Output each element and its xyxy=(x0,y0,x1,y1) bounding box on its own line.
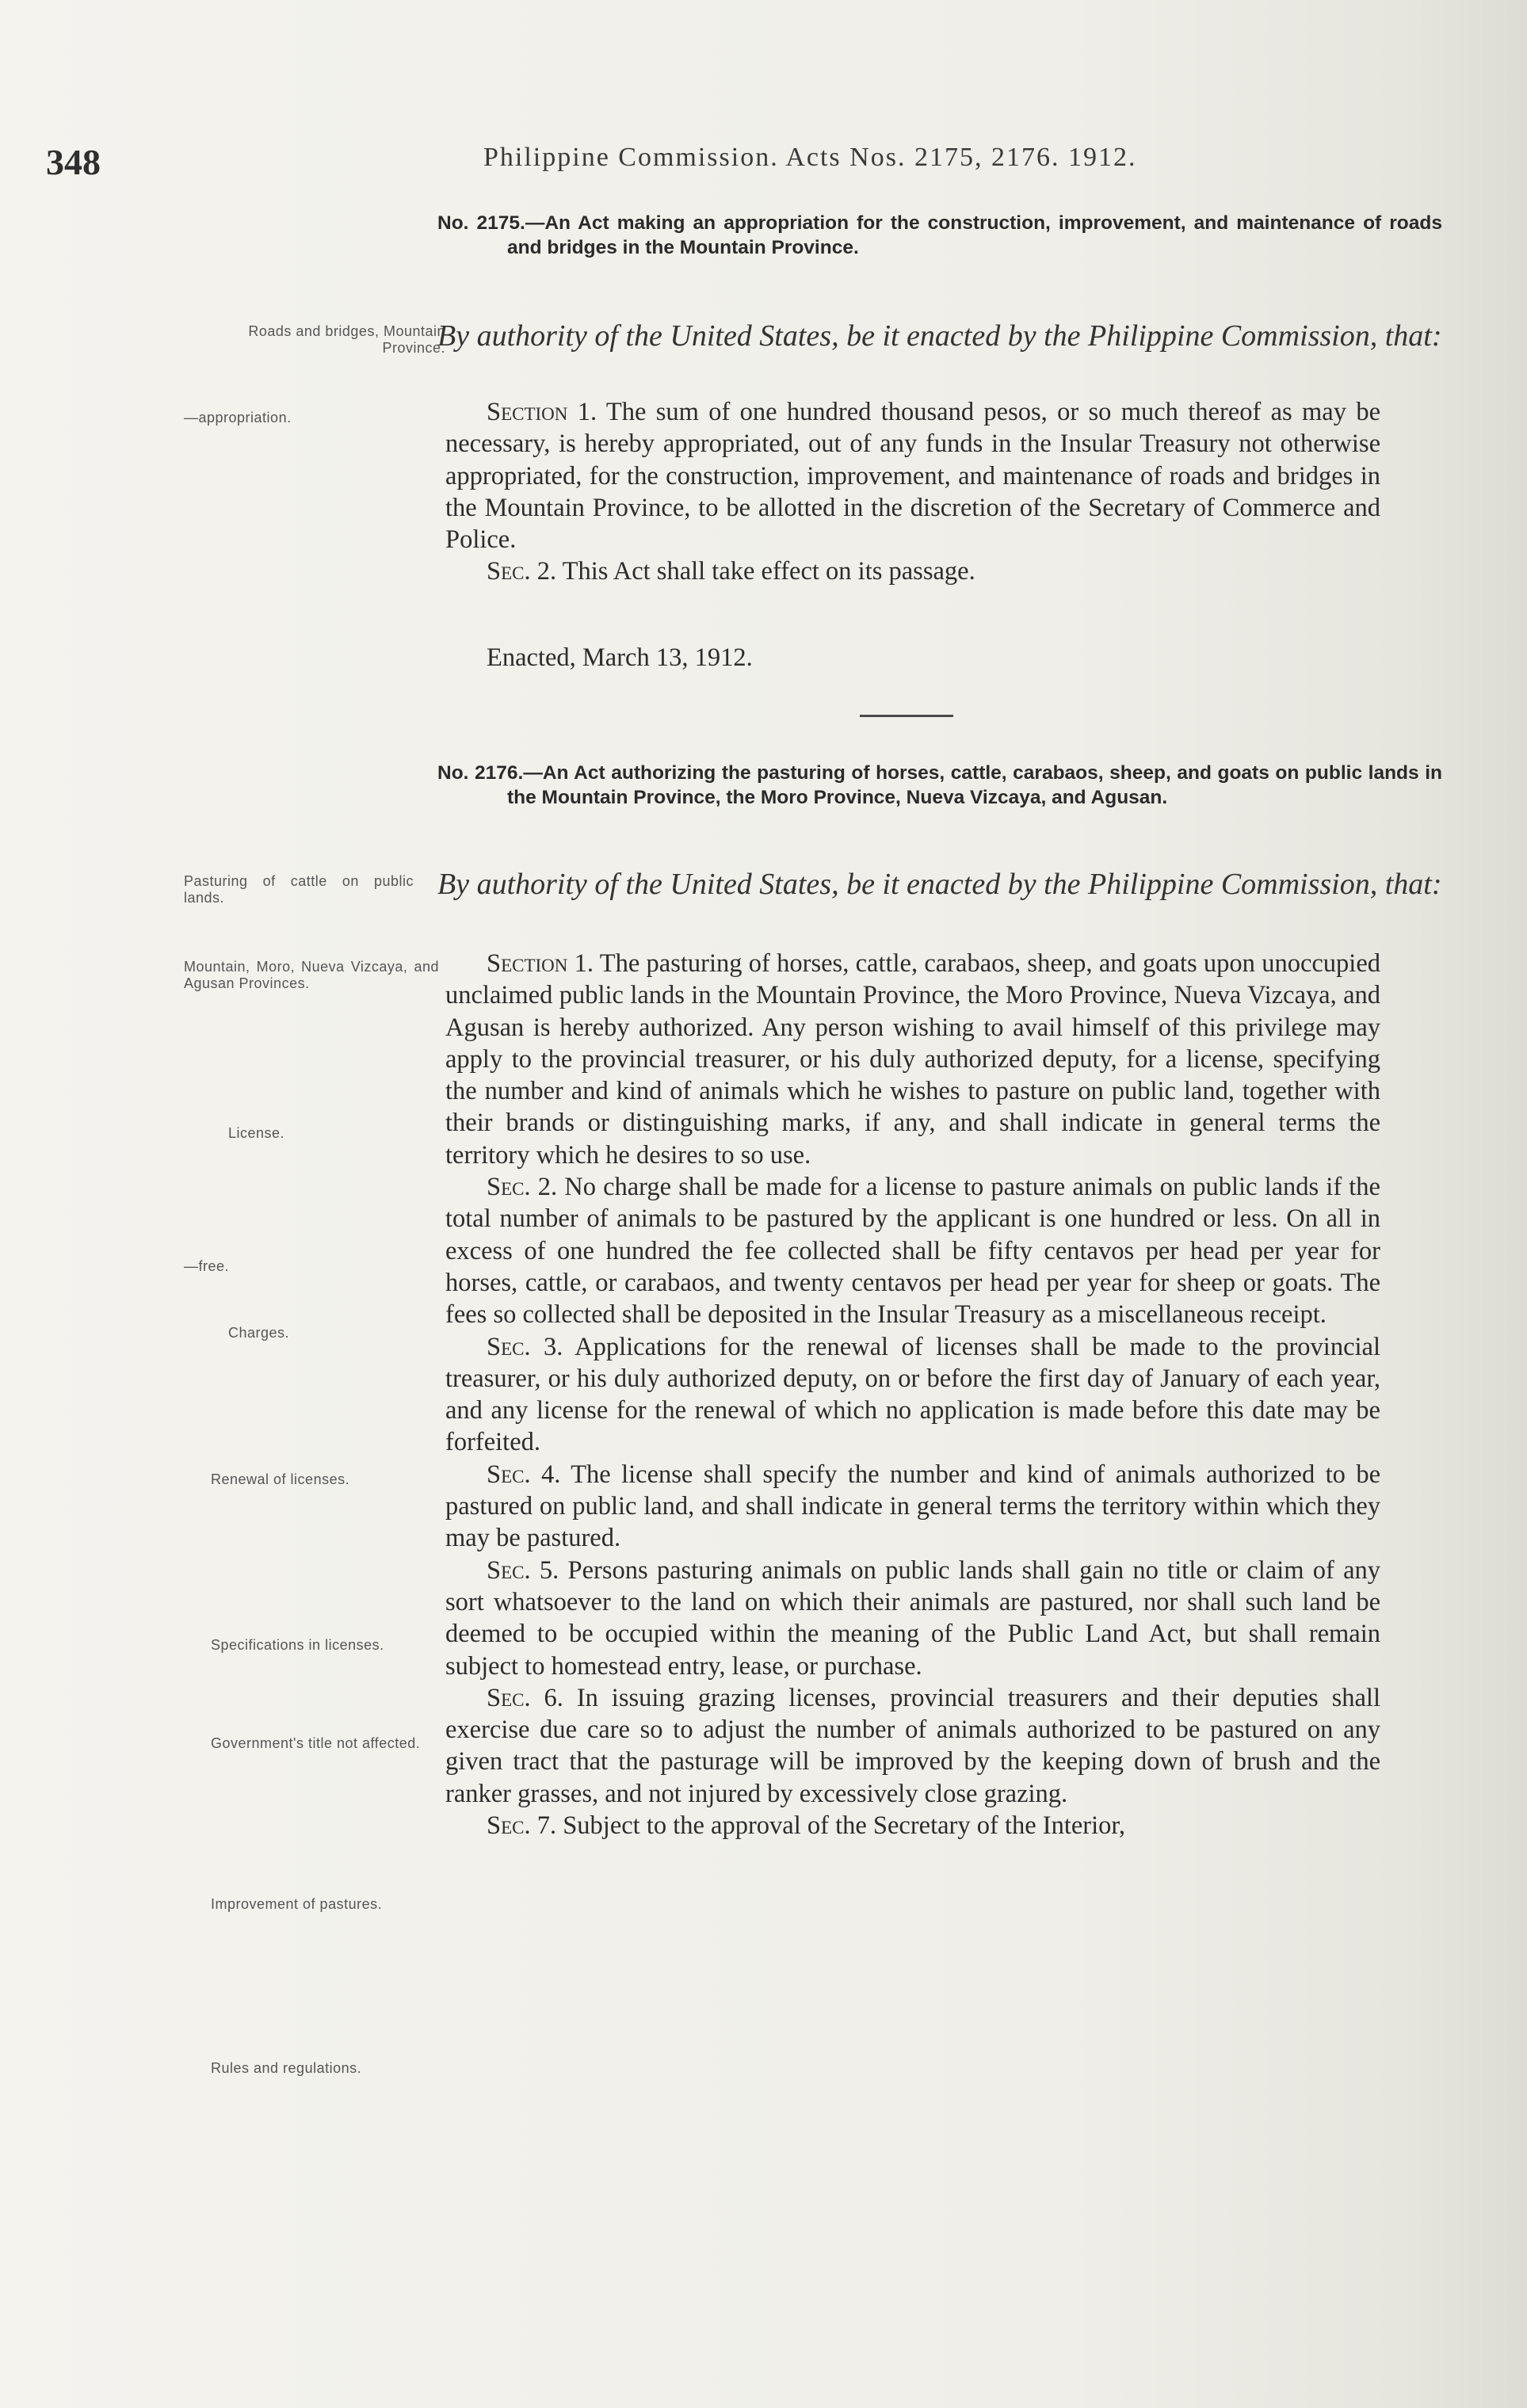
margin-note-charges: Charges. xyxy=(228,1325,290,1341)
act-2176-section-3 xyxy=(445,1331,1380,1459)
margin-note-improvement: Improvement of pastures. xyxy=(211,1896,383,1912)
section-label: Sec. 3. xyxy=(487,1332,563,1361)
margin-note-appropriation: —appropriation. xyxy=(184,410,292,426)
section-label: Sec. 7. xyxy=(487,1811,557,1841)
act-2175-body xyxy=(445,396,1380,588)
margin-note-license: License. xyxy=(228,1125,285,1141)
page-number: 348 xyxy=(46,142,101,182)
margin-note-specifications: Specifications in licenses. xyxy=(211,1637,384,1653)
act-2176-body xyxy=(445,948,1380,1841)
margin-note-provinces: Mountain, Moro, Nueva Vizcaya, and Agusan Provinces. xyxy=(184,959,439,991)
section-text: No charge shall be made for a license to pasture animals on public lands if the total number of animals to be pastured by the applicant is one hundred or less. On all in excess of one hundred the fee collected shall be fifty centavos per head per year for horses, cattle, or carabaos, and twenty centavos per head per year for sheep or goats. The fees so collected shall be deposited in the Insular Treasury as a miscellaneous receipt. xyxy=(445,1173,1380,1330)
margin-note-roads: Roads and bridges, Mountain Province. xyxy=(248,323,445,356)
section-label: Sec. 2. xyxy=(487,557,557,586)
section-text: Persons pasturing animals on public lands shall gain no title or claim of any sort whatsoever to the land on which their animals are pastured, nor shall such land be deemed to be occupied within the meaning of the Public Land Act, but shall remain subject to homestead entry, lease, or purchase. xyxy=(445,1555,1381,1681)
section-label: Section 1. xyxy=(487,949,594,978)
act-2175-title: No. 2175.—An Act making an appropriation for the construction, improvement, and maintenance of roads and bridges in the Mountain Province. xyxy=(437,212,1442,258)
act-2176-section-1 xyxy=(445,948,1380,1171)
section-text: The sum of one hundred thousand pesos, or so much thereof as may be necessary, is hereby appropriated, out of any funds in the Insular Treasury not otherwise appropriated, for the construction, improvement, and maintenance of roads and bridges in the Mountain Province, to be allotted in the discretion of the Secretary of Commerce and Police. xyxy=(445,398,1380,555)
act-2175-section-1 xyxy=(445,396,1380,555)
margin-note-pasturing: Pasturing of cattle on public lands. xyxy=(184,873,414,906)
section-label: Sec. 5. xyxy=(487,1555,559,1585)
act-2176-section-2 xyxy=(445,1171,1380,1330)
act-2175-enacting-clause: By authority of the United States, be it enacted by the Philippine Commission, that: xyxy=(437,319,1442,353)
margin-note-government-title: Government's title not affected. xyxy=(211,1735,421,1751)
section-text: Applications for the renewal of licenses shall be made to the provincial treasurer, or his duly authorized deputy, on or before the first day of January of each year, and any license for the renewal of which no application is made before this date may be forfeited. xyxy=(445,1332,1380,1457)
margin-note-renewal: Renewal of licenses. xyxy=(211,1471,350,1487)
act-2175-section-2 xyxy=(445,555,1380,587)
act-2175-enacted-date: Enacted, March 13, 1912. xyxy=(487,643,753,672)
section-label: Section 1. xyxy=(487,398,597,426)
act-2176-section-7 xyxy=(445,1810,1380,1841)
running-head: Philippine Commission. Acts Nos. 2175, 2176. 1912. xyxy=(483,143,1137,172)
section-label: Sec. 2. xyxy=(487,1173,558,1202)
act-2176-enacting-clause: By authority of the United States, be it enacted by the Philippine Commission, that: xyxy=(437,868,1442,901)
section-text: The pasturing of horses, cattle, carabaos, sheep, and goats upon unoccupied unclaimed public lands in the Mountain Province, the Moro Province, Nueva Vizcaya, and Agusan is hereby authorized. Any person wishing to avail himself of this privilege may apply to the provincial treasurer, or his duly authorized deputy, for a license, specifying the number and kind of animals which he wishes to pasture on public land, together with their brands or distinguishing marks, if any, and shall indicate in general terms the territory which he desires to so use. xyxy=(445,949,1381,1170)
act-2176-section-6 xyxy=(445,1682,1380,1810)
section-text: The license shall specify the number and kind of animals authorized to be pastured on public land, and shall indicate in general terms the territory within which they may be pastured. xyxy=(445,1460,1380,1553)
act-2176-section-5 xyxy=(445,1555,1380,1682)
margin-note-rules: Rules and regulations. xyxy=(211,2060,362,2076)
act-2176-title: No. 2176.—An Act authorizing the pasturing of horses, cattle, carabaos, sheep, and goats on public lands in the Mountain Province, the Moro Province, Nueva Vizcaya, and Agusan. xyxy=(437,762,1442,808)
margin-note-free: —free. xyxy=(184,1258,230,1274)
section-text: This Act shall take effect on its passage. xyxy=(556,557,975,586)
section-text: In issuing grazing licenses, provincial treasurers and their deputies shall exercise due care so to adjust the number of animals authorized to be pastured on any given tract that the pasturage will be improved by the keeping down of brush and the ranker grasses, and not injured by excessively close grazing. xyxy=(445,1683,1380,1808)
section-text: Subject to the approval of the Secretary of the Interior, xyxy=(556,1811,1126,1841)
act-2176-section-4 xyxy=(445,1459,1380,1555)
section-label: Sec. 6. xyxy=(487,1683,563,1712)
section-label: Sec. 4. xyxy=(487,1460,561,1489)
section-divider xyxy=(860,715,953,717)
